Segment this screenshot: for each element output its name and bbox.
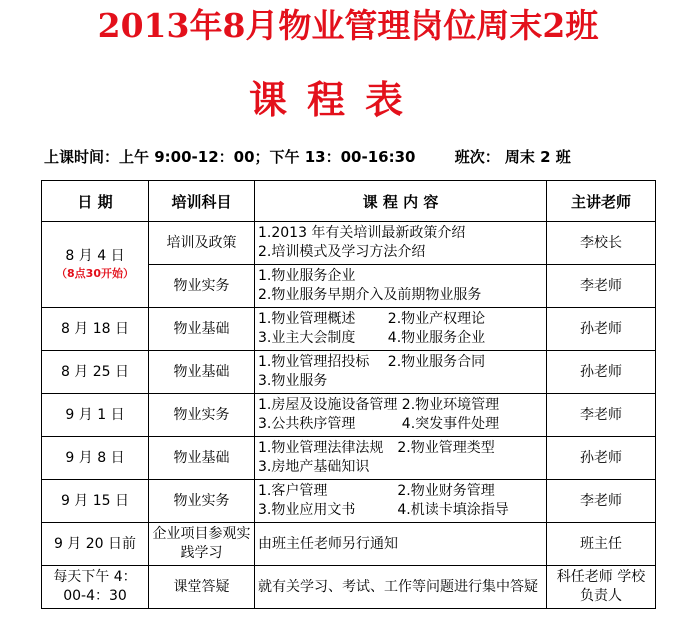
content-line: 1.物业管理法律法规 2.物业管理类型 <box>258 440 495 456</box>
date-cell: 9 月 8 日 <box>42 437 149 480</box>
table-row <box>42 523 656 566</box>
subject-cell: 物业基础 <box>149 351 255 394</box>
date-cell: 每天下午 4：00-4：30 <box>42 566 149 609</box>
content-line: 3.公共秩序管理 4.突发事件处理 <box>258 416 500 432</box>
content-cell <box>255 480 547 523</box>
teacher-cell: 孙老师 <box>547 351 656 394</box>
column-header-content: 课 程 内 容 <box>255 181 547 222</box>
table-row <box>42 394 656 437</box>
content-line: 3.物业服务 <box>258 373 328 389</box>
subject-cell: 物业实务 <box>149 480 255 523</box>
date-cell <box>42 222 149 308</box>
date-cell: 8 月 25 日 <box>42 351 149 394</box>
table-row <box>42 308 656 351</box>
class-session: 班次： 周末 2 班 <box>454 148 571 166</box>
content-line: 3.房地产基础知识 <box>258 459 370 475</box>
schedule-table <box>41 180 656 609</box>
column-header-date: 日 期 <box>42 181 149 222</box>
column-header-teacher: 主讲老师 <box>547 181 656 222</box>
date-note: （8点30开始） <box>56 267 134 280</box>
table-row <box>42 566 656 609</box>
content-line: 1.房屋及设施设备管理 2.物业环境管理 <box>258 397 500 413</box>
content-cell <box>255 523 547 566</box>
date-cell: 9 月 1 日 <box>42 394 149 437</box>
content-cell <box>255 566 547 609</box>
content-line: 2.物业服务早期介入及前期物业服务 <box>258 287 482 303</box>
date-text: 8 月 4 日 <box>65 248 125 264</box>
table-row <box>42 480 656 523</box>
content-line: 1.2013 年有关培训最新政策介绍 <box>258 225 466 241</box>
subject-cell: 课堂答疑 <box>149 566 255 609</box>
teacher-cell: 李老师 <box>547 265 656 308</box>
teacher-cell: 孙老师 <box>547 308 656 351</box>
subject-cell: 物业基础 <box>149 437 255 480</box>
teacher-cell: 李校长 <box>547 222 656 265</box>
content-line: 1.物业管理招投标 2.物业服务合同 <box>258 354 486 370</box>
subject-cell: 物业实务 <box>149 394 255 437</box>
content-cell <box>255 265 547 308</box>
subject-cell: 物业基础 <box>149 308 255 351</box>
teacher-cell: 李老师 <box>547 480 656 523</box>
content-line: 由班主任老师另行通知 <box>258 535 398 552</box>
content-line: 1.物业管理概述 2.物业产权理论 <box>258 311 486 327</box>
teacher-cell: 孙老师 <box>547 437 656 480</box>
teacher-cell: 李老师 <box>547 394 656 437</box>
content-cell <box>255 308 547 351</box>
content-cell <box>255 222 547 265</box>
date-cell: 9 月 20 日前 <box>42 523 149 566</box>
content-line: 就有关学习、考试、工作等问题进行集中答疑 <box>258 578 538 595</box>
content-line: 1.客户管理 2.物业财务管理 <box>258 483 495 499</box>
class-info-line <box>44 146 571 168</box>
column-header-subject: 培训科目 <box>149 181 255 222</box>
table-header-row <box>42 181 656 222</box>
content-line: 3.物业应用文书 4.机读卡填涂指导 <box>258 502 509 518</box>
content-cell <box>255 437 547 480</box>
content-cell <box>255 351 547 394</box>
content-line: 1.物业服务企业 <box>258 268 356 284</box>
table-row <box>42 222 656 265</box>
table-row <box>42 437 656 480</box>
date-cell: 9 月 15 日 <box>42 480 149 523</box>
teacher-cell: 班主任 <box>547 523 656 566</box>
subject-cell: 物业实务 <box>149 265 255 308</box>
table-row <box>42 351 656 394</box>
page-subtitle: 课程表 <box>248 77 423 122</box>
content-line: 3.业主大会制度 4.物业服务企业 <box>258 330 486 346</box>
subject-cell: 培训及政策 <box>149 222 255 265</box>
content-line: 2.培训模式及学习方法介绍 <box>258 244 426 260</box>
content-cell <box>255 394 547 437</box>
subject-cell: 企业项目参观实践学习 <box>149 523 255 566</box>
teacher-cell: 科任老师 学校负责人 <box>547 566 656 609</box>
date-cell: 8 月 18 日 <box>42 308 149 351</box>
page-title: 2013年8月物业管理岗位周末2班 <box>97 6 599 45</box>
class-time: 上课时间：上午 9:00-12：00；下午 13：00-16:30 <box>44 148 416 166</box>
